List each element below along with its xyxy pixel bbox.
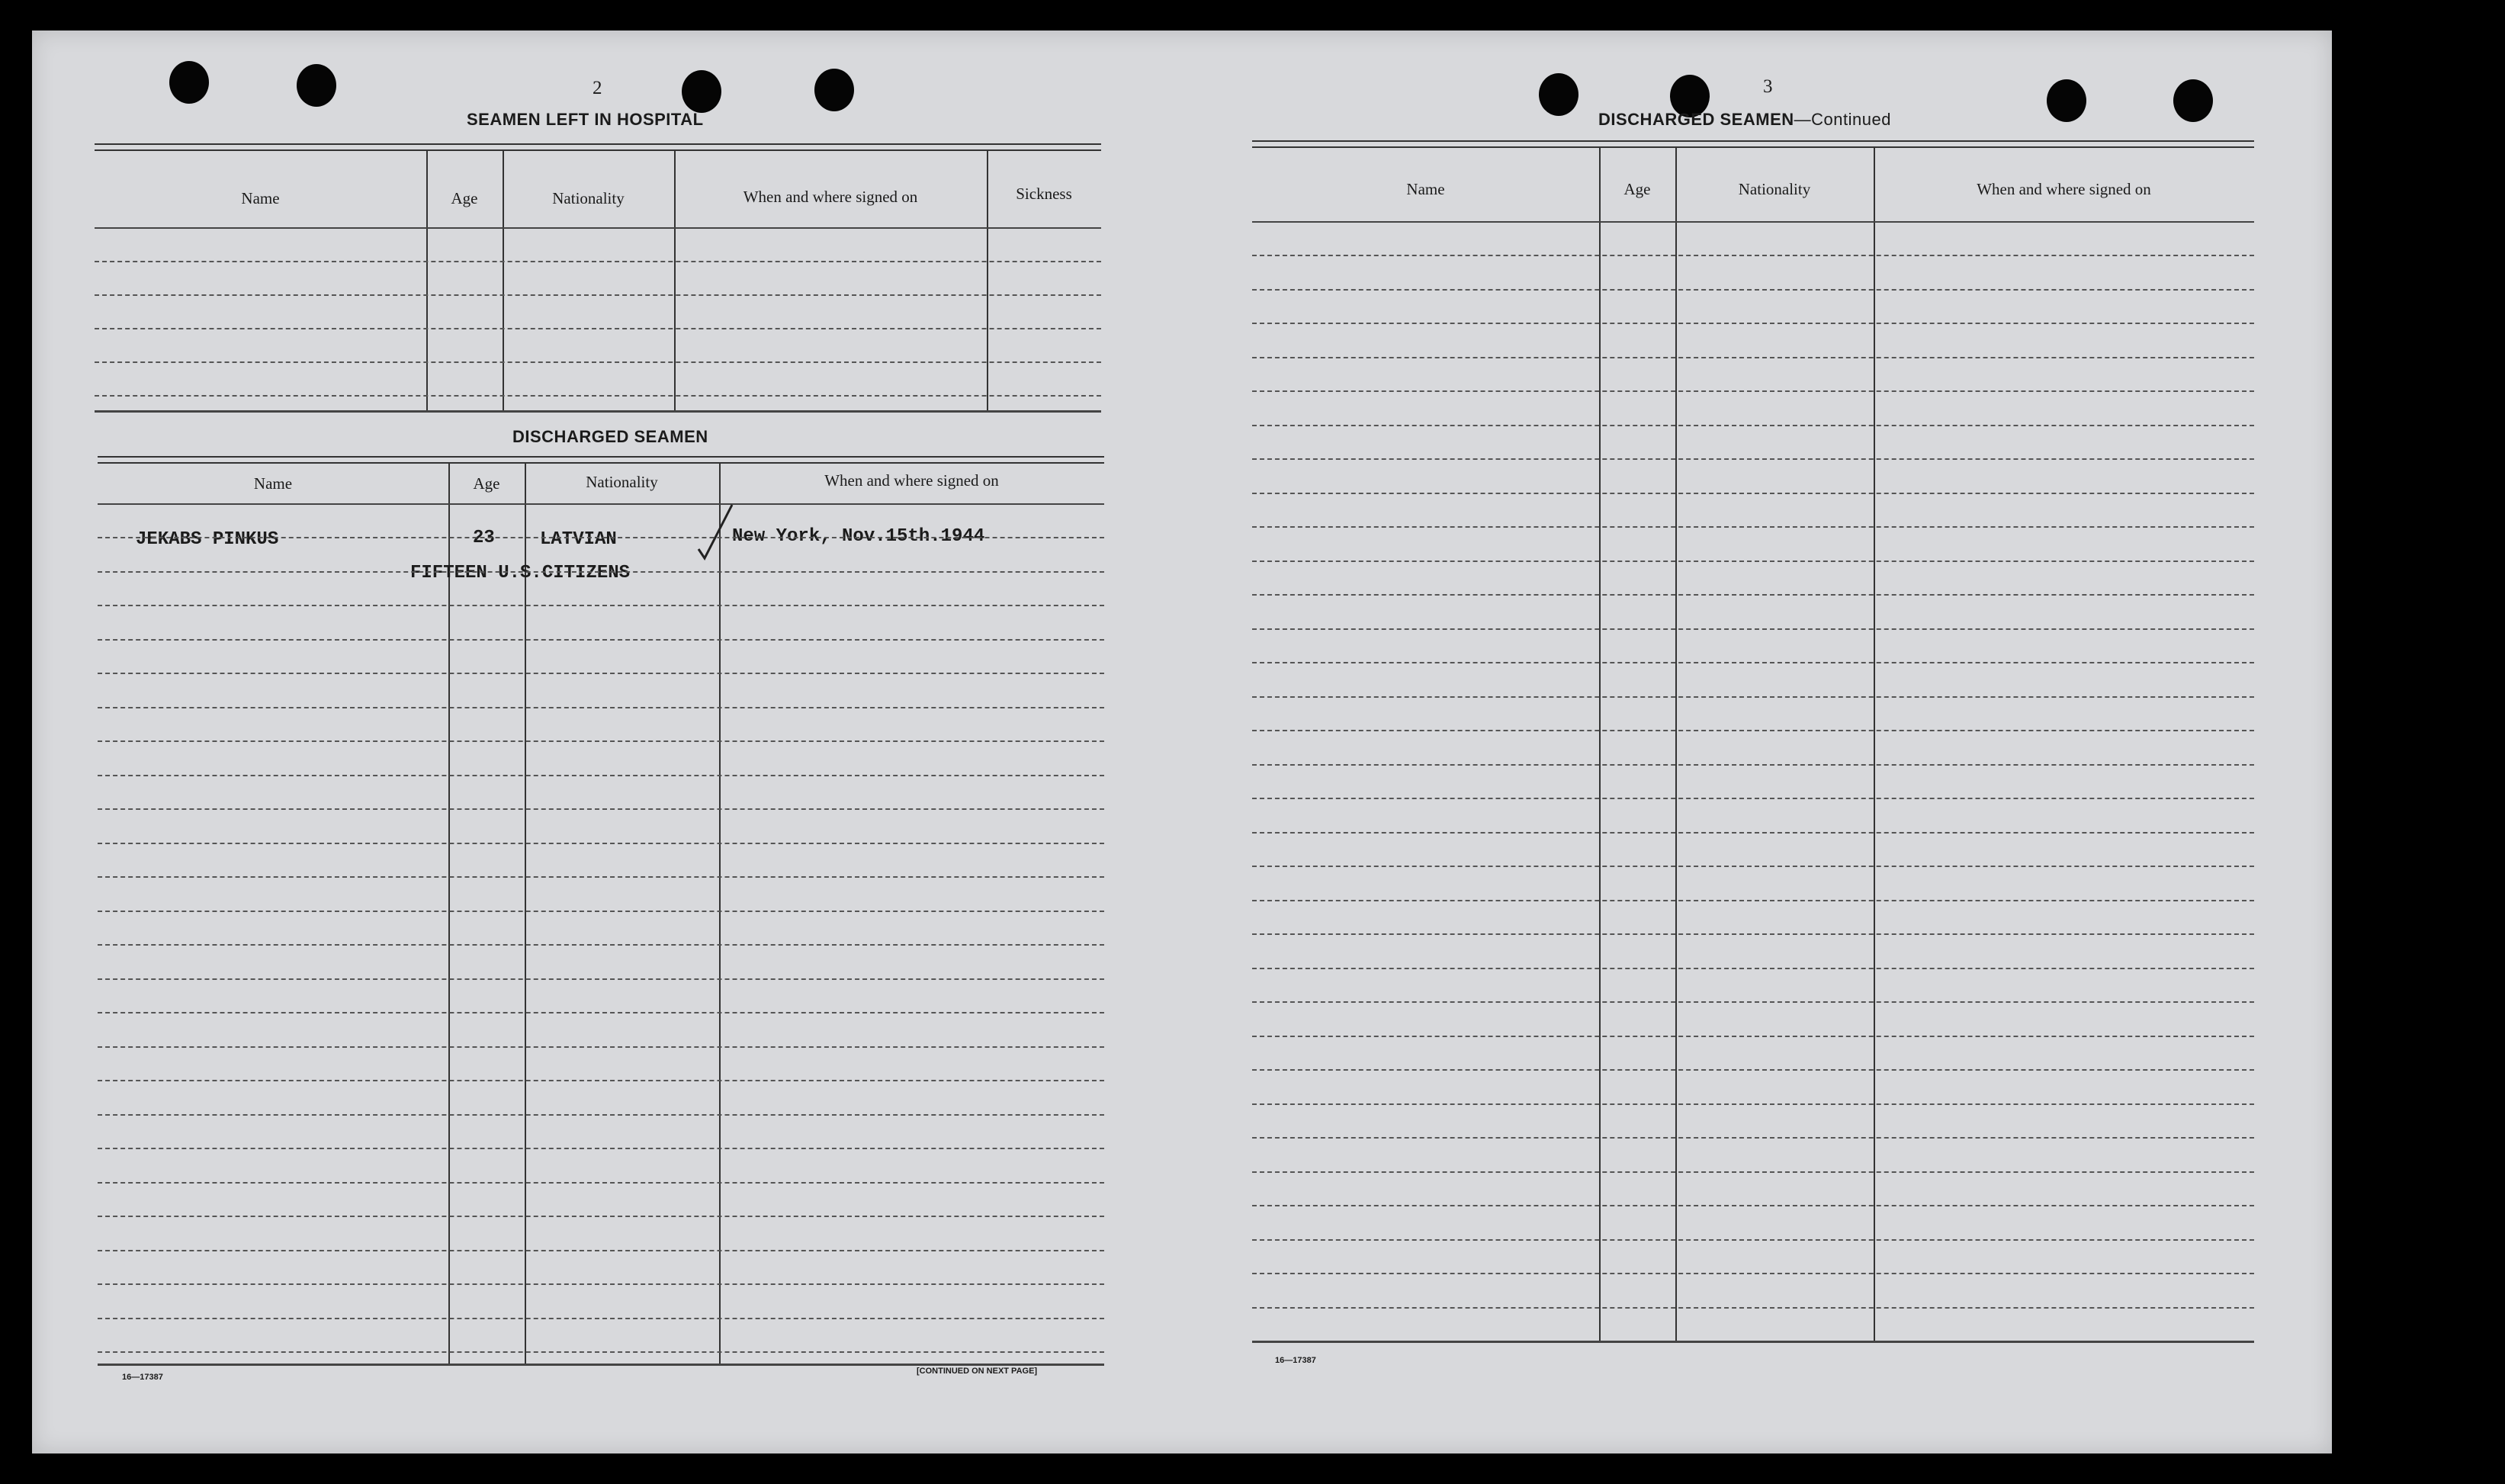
table-bottom-rule <box>98 1364 1104 1366</box>
discharged-table <box>98 456 1104 1409</box>
row-line <box>98 707 1104 708</box>
row-line <box>98 1283 1104 1285</box>
punch-hole <box>814 69 854 111</box>
section-title-discharged: DISCHARGED SEAMEN <box>512 427 708 446</box>
punch-hole <box>2047 79 2086 122</box>
column-header-name: Name <box>241 189 280 207</box>
column-divider <box>674 149 676 410</box>
document-sheet <box>32 31 2332 1453</box>
row-line <box>1252 1239 2254 1241</box>
row-line <box>1252 764 2254 766</box>
row-line <box>98 1351 1104 1353</box>
row-line <box>1252 832 2254 834</box>
row-line <box>1252 628 2254 630</box>
punch-hole <box>297 64 336 107</box>
column-header-signed-on: When and where signed on <box>824 471 999 490</box>
seaman-signed-on-cell: New York, Nov.15th.1944 <box>732 526 985 547</box>
row-line <box>1252 1036 2254 1037</box>
row-line <box>98 571 1104 573</box>
row-line <box>98 605 1104 606</box>
page-number: 3 <box>1763 76 1773 97</box>
row-line <box>98 1250 1104 1251</box>
row-line <box>98 1046 1104 1048</box>
row-line <box>1252 900 2254 901</box>
hospital-table <box>95 143 1101 433</box>
row-line <box>98 1080 1104 1081</box>
row-line <box>1252 1307 2254 1309</box>
column-divider <box>1675 146 1677 1342</box>
header-rule <box>1252 221 2254 223</box>
column-divider <box>1874 146 1875 1342</box>
row-line <box>1252 561 2254 562</box>
row-line <box>1252 1273 2254 1274</box>
row-line <box>98 843 1104 844</box>
row-line <box>1252 1137 2254 1139</box>
row-line <box>98 1012 1104 1013</box>
column-header-nationality: Nationality <box>552 189 625 207</box>
row-line <box>98 1318 1104 1319</box>
row-line <box>1252 1001 2254 1003</box>
column-divider <box>987 149 988 410</box>
page-number: 2 <box>593 78 602 98</box>
row-line <box>1252 390 2254 392</box>
row-line <box>98 775 1104 776</box>
row-line <box>1252 289 2254 291</box>
header-rule <box>95 227 1101 229</box>
column-header-name: Name <box>253 474 293 493</box>
punch-hole <box>1539 73 1578 116</box>
table-top-rule <box>95 143 1101 151</box>
row-line <box>1252 425 2254 426</box>
row-line <box>1252 323 2254 324</box>
row-line <box>98 1114 1104 1116</box>
row-line <box>1252 493 2254 494</box>
row-line <box>1252 866 2254 867</box>
row-line <box>1252 798 2254 799</box>
citizens-note: FIFTEEN U.S.CITIZENS <box>410 563 631 583</box>
row-line <box>1252 1171 2254 1173</box>
table-top-rule <box>1252 140 2254 148</box>
section-title-hospital: SEAMEN LEFT IN HOSPITAL <box>467 110 704 129</box>
row-line <box>95 261 1101 262</box>
row-line <box>98 740 1104 742</box>
row-line <box>98 944 1104 946</box>
row-line <box>1252 730 2254 731</box>
seaman-nationality-cell: LATVIAN <box>540 529 617 550</box>
seaman-name-cell: JEKABS PINKUS <box>136 529 279 550</box>
column-divider <box>1599 146 1601 1342</box>
column-divider <box>503 149 504 410</box>
header-rule <box>98 503 1104 505</box>
row-line <box>95 328 1101 329</box>
column-header-sickness: Sickness <box>1016 185 1072 203</box>
row-line <box>1252 662 2254 663</box>
row-line <box>98 911 1104 912</box>
column-divider <box>719 462 721 1366</box>
column-header-age: Age <box>1623 180 1651 198</box>
table-bottom-rule <box>95 410 1101 413</box>
form-number: 16—17387 <box>122 1373 163 1382</box>
column-header-nationality: Nationality <box>586 473 658 491</box>
column-header-signed-on: When and where signed on <box>1977 180 2151 198</box>
column-divider <box>426 149 428 410</box>
punch-hole <box>682 70 721 113</box>
column-divider <box>448 462 450 1366</box>
seaman-age-cell: 23 <box>473 528 495 548</box>
row-line <box>98 808 1104 810</box>
row-line <box>1252 968 2254 969</box>
row-line <box>98 1182 1104 1184</box>
row-line <box>95 294 1101 296</box>
row-line <box>95 395 1101 397</box>
table-bottom-rule <box>1252 1341 2254 1343</box>
row-line <box>1252 1069 2254 1071</box>
column-header-name: Name <box>1406 180 1445 198</box>
row-line <box>98 673 1104 674</box>
section-title-continued: —Continued <box>1794 110 1891 129</box>
section-title-discharged-continued <box>1598 110 1891 130</box>
form-number: 16—17387 <box>1275 1356 1316 1365</box>
row-line <box>95 361 1101 363</box>
punch-hole <box>169 61 209 104</box>
row-line <box>1252 1205 2254 1206</box>
row-line <box>1252 526 2254 528</box>
row-line <box>98 876 1104 878</box>
column-header-age: Age <box>451 189 478 207</box>
column-header-nationality: Nationality <box>1738 180 1811 198</box>
row-line <box>1252 696 2254 698</box>
table-top-rule <box>98 456 1104 464</box>
column-header-age: Age <box>473 474 500 493</box>
punch-hole <box>2173 79 2213 122</box>
continued-note: [CONTINUED ON NEXT PAGE] <box>917 1367 1038 1376</box>
row-line <box>98 639 1104 641</box>
row-line <box>1252 357 2254 358</box>
row-line <box>1252 594 2254 596</box>
row-line <box>1252 1103 2254 1105</box>
checkmark-icon <box>694 502 740 570</box>
section-title-main: DISCHARGED SEAMEN <box>1598 110 1794 129</box>
row-line <box>1252 458 2254 460</box>
column-header-signed-on: When and where signed on <box>743 188 918 206</box>
discharged-continued-table <box>1252 140 2254 1391</box>
row-line <box>98 1148 1104 1149</box>
column-divider <box>525 462 526 1366</box>
row-line <box>1252 933 2254 935</box>
row-line <box>98 1216 1104 1217</box>
row-line <box>98 978 1104 980</box>
row-line <box>1252 255 2254 256</box>
row-line <box>98 537 1104 538</box>
